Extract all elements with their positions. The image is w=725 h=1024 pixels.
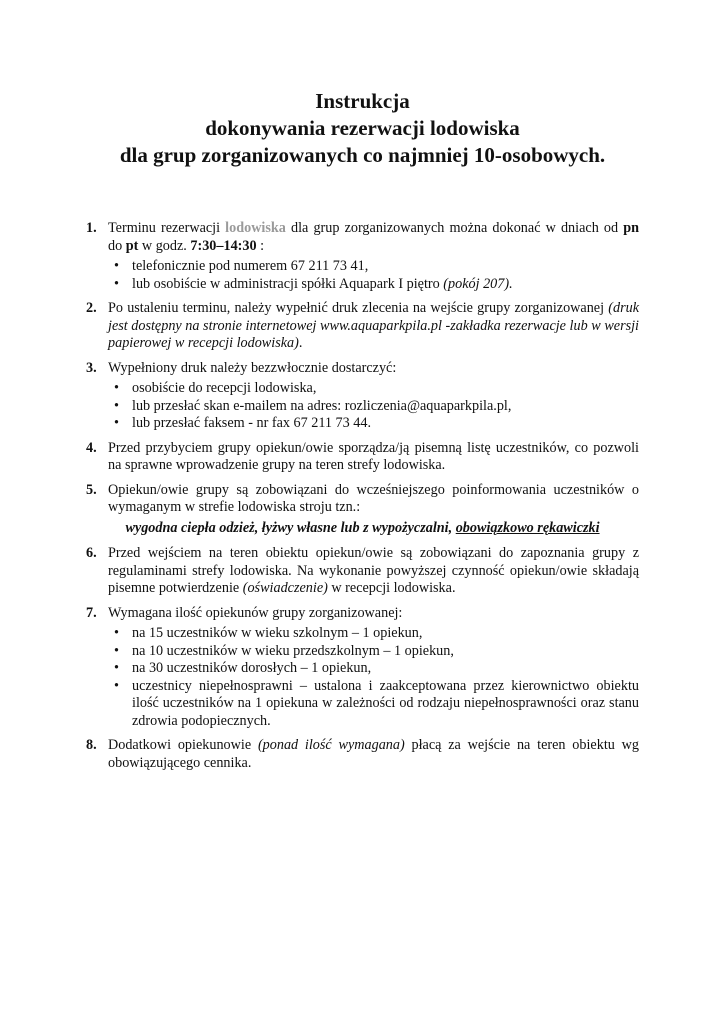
list-item-4 [86,440,639,475]
title-line-2: dokonywania rezerwacji lodowiska [205,116,520,140]
list-item-7 [86,605,639,731]
item-number: 7. [86,604,97,621]
list-item-2 [86,300,639,353]
hours: 7:30–14:30 [190,237,257,254]
list-item-3 [86,360,639,433]
item-text: Po ustaleniu terminu, należy wypełnić druk zlecenia na wejście grupy zorganizowanej (druk jest dostępny na stronie internetowej www.aquaparkpila.pl -zakładka rezerwacje lub w wersji papierowej w recepcji lodowiska). [108,300,639,351]
item-text: Przed przybyciem grupy opiekun/owie sporządza/ją pisemną listę uczestników, co pozwoli na sprawne wprowadzenie grupy na teren strefy lodowiska. [108,439,639,473]
item-text: Dodatkowi opiekunowie (ponad ilość wymagana) płacą za wejście na teren obiektu wg obowiązującego cennika. [108,737,639,771]
bullet-icon: • [114,258,119,274]
bullet-list [108,625,639,730]
list-item-5 [86,482,639,517]
bullet-icon: • [114,677,119,694]
bullet-icon: • [114,380,119,396]
item-text: Przed wejściem na teren obiektu opiekun/owie są zobowiązani do zapoznania grupy z regulaminami strefy lodowiska. Na wykonanie powyższej czynność opiekun/owie składają pisemne potwierdzenie (oświadczenie) w recepcji lodowiska. [108,545,639,596]
list-item-8 [86,737,639,772]
mandatory-gloves: obowiązkowo rękawiczki [455,519,600,536]
bullet-icon: • [114,625,119,641]
bullet-icon: • [114,660,119,676]
title-line-1: Instrukcja [315,89,410,113]
bullet-icon: • [114,397,119,414]
item-number: 3. [86,359,97,376]
item-text: Opiekun/owie grupy są zobowiązani do wcześniejszego poinformowania uczestników o wymaganym w strefie lodowiska stroju tzn.: [108,481,639,515]
list-item: • na 15 uczestników w wieku szkolnym – 1 opiekun, [108,625,639,643]
item-number: 8. [86,737,97,753]
item-number: 5. [86,481,97,498]
item-text: Terminu rezerwacji lodowiska dla grup zorganizowanych można dokonać w dniach od pn do pt w godz. 7:30–14:30 : [108,220,639,254]
bullet-list [108,258,639,293]
list-item: • na 10 uczestników w wieku przedszkolnym – 1 opiekun, [108,643,639,661]
list-item: • lub osobiście w administracji spółki Aquapark I piętro (pokój 207). [108,276,639,294]
instruction-list [86,220,639,779]
item-number: 2. [86,300,97,316]
item-number: 1. [86,220,97,236]
list-item: • telefonicznie pod numerem 67 211 73 41, [108,258,639,276]
item-text: Wypełniony druk należy bezzwłocznie dostarczyć: [108,359,397,376]
highlight-lodowiska: lodowiska [225,220,286,236]
list-item-6 [86,545,639,598]
document-title [0,88,725,169]
bullet-icon: • [114,275,119,292]
list-item-1 [86,220,639,293]
item-number: 6. [86,545,97,561]
list-item: • lub przesłać skan e-mailem na adres: rozliczenia@aquaparkpila.pl, [108,398,639,416]
title-line-3: dla grup zorganizowanych co najmniej 10-osobowych. [119,143,606,167]
bullet-icon: • [114,415,119,431]
required-clothing: wygodna ciepła odzież, łyżwy własne lub z wypożyczalni, obowiązkowo rękawiczki [125,519,600,536]
bullet-icon: • [114,642,119,659]
item-number: 4. [86,439,97,456]
item-text: Wymagana ilość opiekunów grupy zorganizowanej: [108,604,403,621]
list-item: • uczestnicy niepełnosprawni – ustalona i zaakceptowana przez kierownictwo obiektu ilość uczestników na 1 opiekuna w zależności od rodzaju niepełnosprawności oraz stanu zdrowia podopiecznych. [108,678,639,731]
bullet-list [108,380,639,433]
list-item: • na 30 uczestników dorosłych – 1 opiekun, [108,660,639,678]
list-item: • osobiście do recepcji lodowiska, [108,380,639,398]
list-item: • lub przesłać faksem - nr fax 67 211 73 44. [108,415,639,433]
